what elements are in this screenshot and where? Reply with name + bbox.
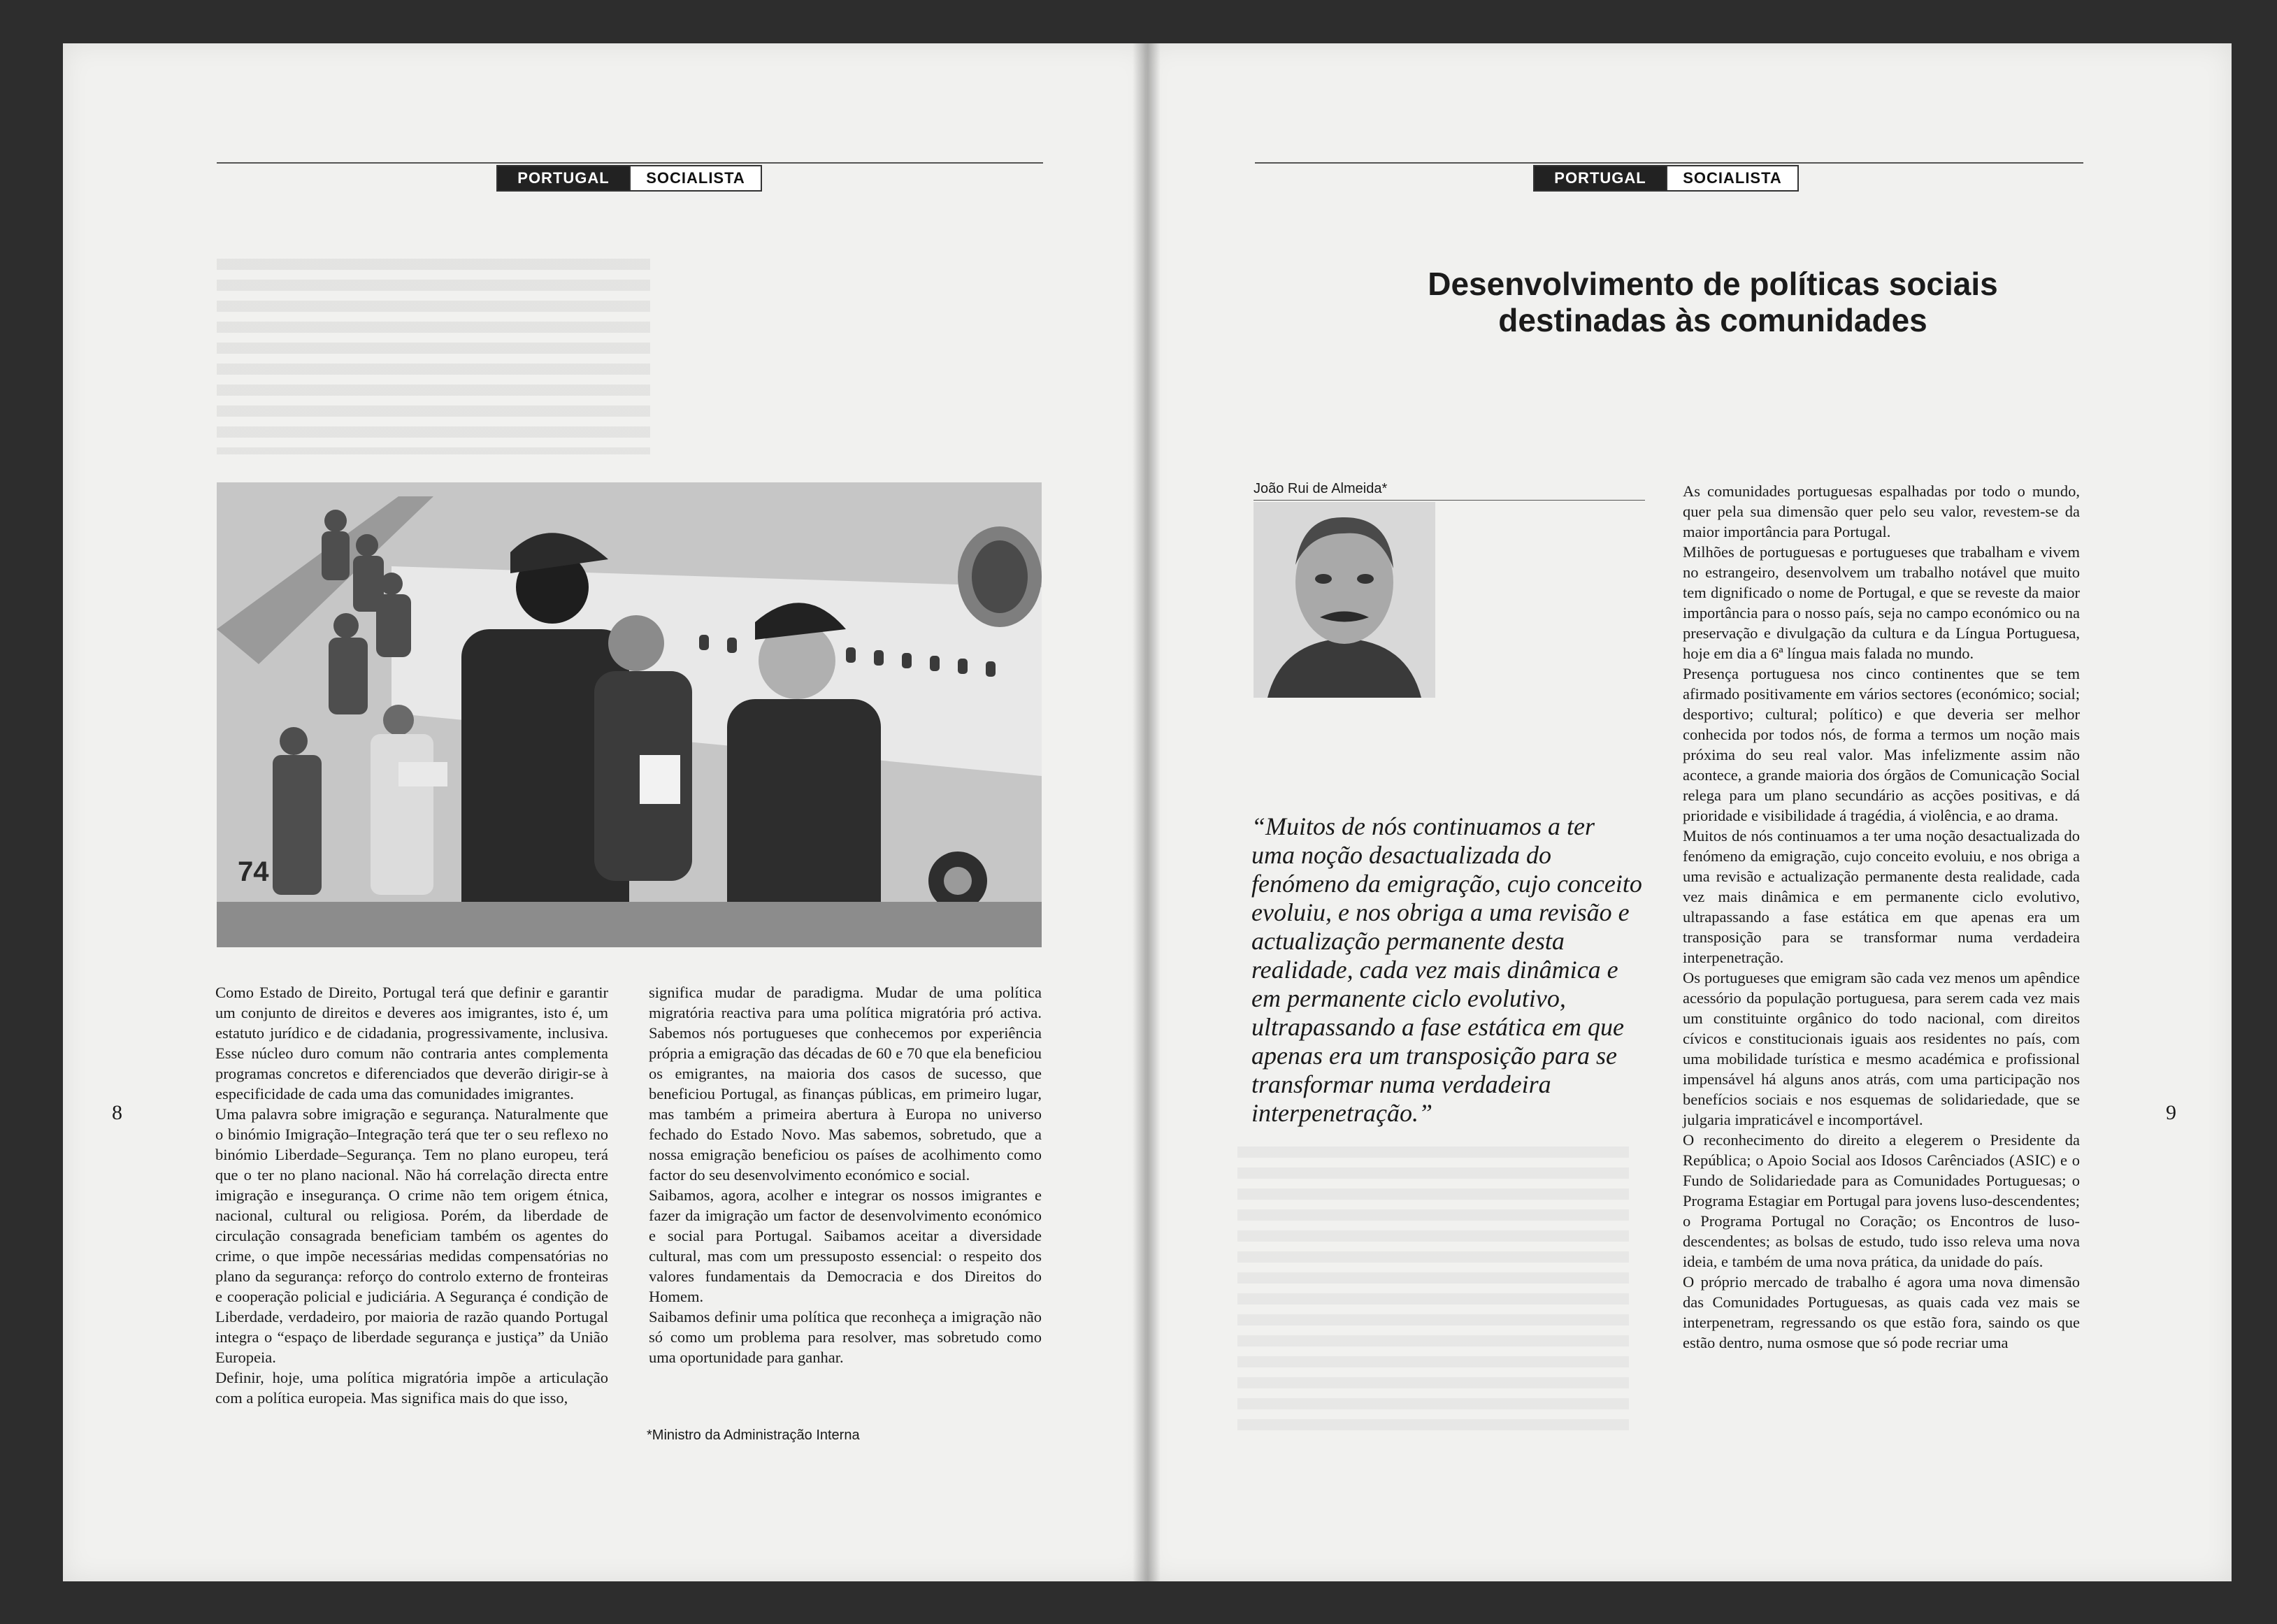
paragraph: Uma palavra sobre imigração e segurança. Naturalmente que o binómio Imigração–Integração terá que ter o seu reflexo no binómio Liberdade–Segurança. Tem no plano europeu, terá que o ter no plano nacional. Não há correlação directa entre imigração e insegurança. O crime não tem origem étnica, nacional, cultural ou religiosa. Porém, da liberdade de circulação consagrada beneficiam também os agentes do crime, o que impõe necessárias medidas compensatórias no plano da segurança: reforço do controlo externo de fronteiras e cooperação policial e judiciária. A Segurança é condição de Liberdade, verdadeiro, por maioria de razão quando Portugal integra o “espaço de liberdade segurança e justiça” da União Europeia. [215,1105,608,1366]
paragraph: O próprio mercado de trabalho é agora uma nova dimensão das Comunidades Portuguesas, as quais cada vez mais se interpenetram, regressando os que estão fora, saindo os que estão dentro, numa osmose que só pode recriar uma [1683,1273,2080,1351]
paragraph: Definir, hoje, uma política migratória impõe a articulação com a política europeia. Mas significa mais do que isso, [215,1369,608,1407]
left-column-2 [649,982,1042,1367]
masthead-left [496,165,762,192]
masthead-right [1533,165,1799,192]
spine-gutter [1133,43,1161,1581]
author-name: João Rui de Almeida* [1254,481,1388,496]
masthead-socialista: SOCIALISTA [1666,166,1797,190]
paragraph: Milhões de portuguesas e portugueses que trabalham e vivem no estrangeiro, desenvolvem um trabalho notável que muito tem dignificado o nome de Portugal, e que se reveste da maior importância para o nosso país, seja no campo económico ou na preservação e divulgação da cultura e da Língua Portuguesa, hoje em dia a 6ª língua mais falada no mundo. [1683,543,2080,662]
article-title [1286,266,2139,338]
left-column-1 [215,982,608,1408]
title-line-1: Desenvolvimento de políticas sociais [1428,266,1998,302]
paragraph: Saibamos definir uma política que reconheça a imigração não só como um problema para resolver, mas sobretudo como uma oportunidade para ganhar. [649,1308,1042,1366]
masthead-portugal: PORTUGAL [498,166,629,190]
paragraph: Os portugueses que emigram são cada vez menos um apêndice acessório da população portuguesa, para serem cada vez mais um constituinte orgânico do todo nacional, com direitos cívicos e constitucionais iguais aos residentes no país, com uma mobilidade turística e mesmo académica e profissional impensável há alguns anos atrás, com uma participação nos benefícios sociais e nos esquemas de solidariedade, que se julgaria impraticável e incomportável. [1683,969,2080,1128]
title-line-2: destinadas às comunidades [1498,302,1927,338]
page-number-right: 9 [2166,1101,2176,1124]
pull-quote: “Muitos de nós continuamos a ter uma noção desactualizada do fenómeno da emigração, cujo conceito evoluiu, e nos obriga a uma revisão e actualização permanente desta realidade, cada vez mais dinâmica e em permanente ciclo evolutivo, ultrapassando a fase estática em que apenas era um transposição para se transformar numa verdadeira interpenetração.” [1251,812,1642,1127]
header-rule-left [217,162,1043,164]
paragraph: Como Estado de Direito, Portugal terá que definir e garantir um conjunto de direitos e deveres aos imigrantes, isto é, um estatuto jurídico e de cidadania, progressivamente, inclusiva. Esse núcleo duro comum não contraria antes complementa programas concretos e diferenciados que deverão dirigir-se à especificidade de cada uma das comunidades imigrantes. [215,984,608,1102]
header-rule-right [1255,162,2083,164]
page-number-left: 8 [112,1101,122,1124]
show-through-left [217,259,650,454]
photo-illustration [217,482,1042,947]
aircraft-tail-marking: 74 [238,856,269,887]
author-rule [1254,500,1645,501]
author-portrait [1254,502,1435,698]
article-photo [217,482,1042,947]
paragraph: O reconhecimento do direito a elegerem o Presidente da República; o Apoio Social aos Idosos Carênciados (ASIC) e o Fundo de Solidariedade para as Comunidades Portuguesas; o Programa Estagiar em Portugal para jovens luso-descendentes; o Programa Portugal no Coração; os Encontros de luso-descendentes; as bolsas de estudo, tudo isso releva uma nova ideia, e também de uma nova prática, da unidade do país. [1683,1131,2080,1270]
masthead-socialista: SOCIALISTA [629,166,761,190]
paragraph: As comunidades portuguesas espalhadas por todo o mundo, quer pela sua dimensão quer pelo seu valor, revestem-se da maior importância para Portugal. [1683,482,2080,540]
portrait-illustration [1254,502,1435,698]
paragraph: Presença portuguesa nos cinco continentes que se tem afirmado positivamente em vários sectores (económico; social; desportivo; cultural; político) e que deveria ser melhor conhecida por todos nós, de forma a termos um noção mais próxima do seu real valor. Mas infelizmente assim não acontece, a grande maioria dos órgãos de Comunicação Social relega para um plano secundário as acções positivas, e dá prioridade e visibilidade á tragédia, á violência, e ao drama. [1683,665,2080,824]
paragraph: Saibamos, agora, acolher e integrar os nossos imigrantes e fazer da imigração um factor de desenvolvimento económico e social para Portugal. Saibamos aceitar a diversidade cultural, mas com um pressuposto essencial: o respeito dos valores fundamentais da Democracia e dos Direitos do Homem. [649,1186,1042,1305]
footnote: *Ministro da Administração Interna [647,1428,860,1443]
show-through-right [1237,1147,1629,1440]
right-column [1683,481,2080,1353]
paragraph: Muitos de nós continuamos a ter uma noção desactualizada do fenómeno da emigração, cujo conceito evoluiu, e nos obriga a uma revisão e actualização permanente desta realidade, cada vez mais dinâmica e em permanente ciclo evolutivo, ultrapassando a fase estática em que apenas era um transposição para se transformar numa verdadeira interpenetração. [1683,827,2080,966]
masthead-portugal: PORTUGAL [1535,166,1666,190]
paragraph: significa mudar de paradigma. Mudar de uma política migratória reactiva para uma política migratória pró activa. Sabemos nós portugueses que conhecemos por experiência própria a emigração das décadas de 60 e 70 que ela beneficiou os emigrantes, na maioria dos casos de sucesso, que beneficiou Portugal, as finanças públicas, em primeiro lugar, mas também a primeira abertura à Europa no universo fechado do Estado Novo. Mas sabemos, sobretudo, que a nossa emigração beneficiou os países de acolhimento como factor do seu desenvolvimento económico e social. [649,984,1042,1184]
